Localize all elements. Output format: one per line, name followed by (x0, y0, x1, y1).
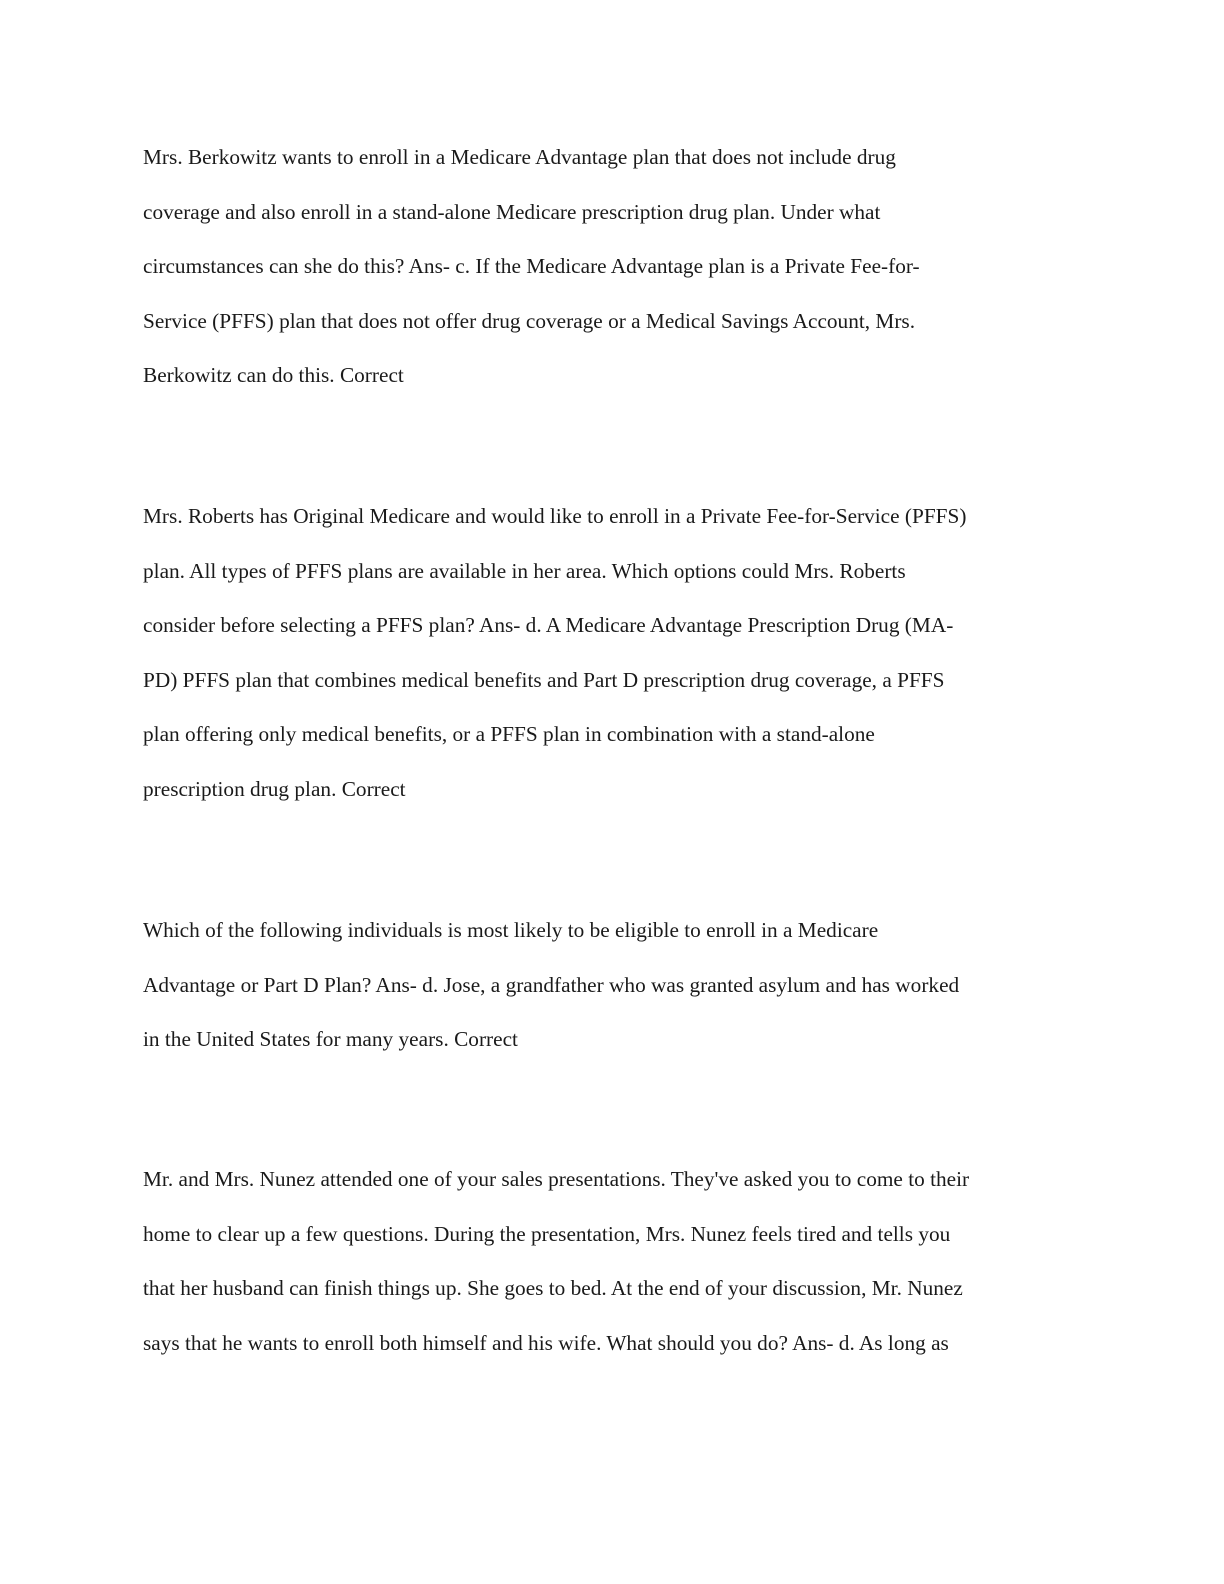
text-line: Mr. and Mrs. Nunez attended one of your sales presentations. They've asked you to come to their (143, 1167, 970, 1191)
text-line: in the United States for many years. Correct (143, 1027, 518, 1052)
text-line: Service (PFFS) plan that does not offer drug coverage or a Medical Savings Account, Mrs. (143, 308, 916, 333)
paragraph-roberts (143, 489, 1083, 817)
paragraph-berkowitz (143, 130, 1083, 403)
text-line: Mrs. Roberts has Original Medicare and would like to enroll in a Private Fee-for-Service (PFFS) (143, 504, 967, 528)
paragraph-eligibility (143, 903, 1083, 1067)
text-line: Berkowitz can do this. Correct (143, 363, 404, 388)
text-line: plan. All types of PFFS plans are available in her area. Which options could Mrs. Roberts (143, 558, 906, 583)
text-line: PD) PFFS plan that combines medical benefits and Part D prescription drug coverage, a PFFS (143, 667, 945, 692)
text-line: Mrs. Berkowitz wants to enroll in a Medicare Advantage plan that does not include drug (143, 145, 896, 169)
text-line: circumstances can she do this? Ans- c. If the Medicare Advantage plan is a Private Fee-for- (143, 254, 920, 279)
text-line: consider before selecting a PFFS plan? Ans- d. A Medicare Advantage Prescription Drug (MA- (143, 613, 954, 638)
text-line: home to clear up a few questions. During the presentation, Mrs. Nunez feels tired and tells you (143, 1221, 951, 1246)
text-line: says that he wants to enroll both himself and his wife. What should you do? Ans- d. As long as (143, 1330, 949, 1355)
text-line: prescription drug plan. Correct (143, 776, 406, 801)
text-line: that her husband can finish things up. She goes to bed. At the end of your discussion, Mr. Nunez (143, 1276, 963, 1301)
text-line: coverage and also enroll in a stand-alone Medicare prescription drug plan. Under what (143, 199, 881, 224)
text-line: Advantage or Part D Plan? Ans- d. Jose, a grandfather who was granted asylum and has worked (143, 972, 960, 997)
paragraph-nunez (143, 1152, 1083, 1370)
text-line: Which of the following individuals is most likely to be eligible to enroll in a Medicare (143, 918, 879, 942)
text-line: plan offering only medical benefits, or a PFFS plan in combination with a stand-alone (143, 722, 875, 747)
